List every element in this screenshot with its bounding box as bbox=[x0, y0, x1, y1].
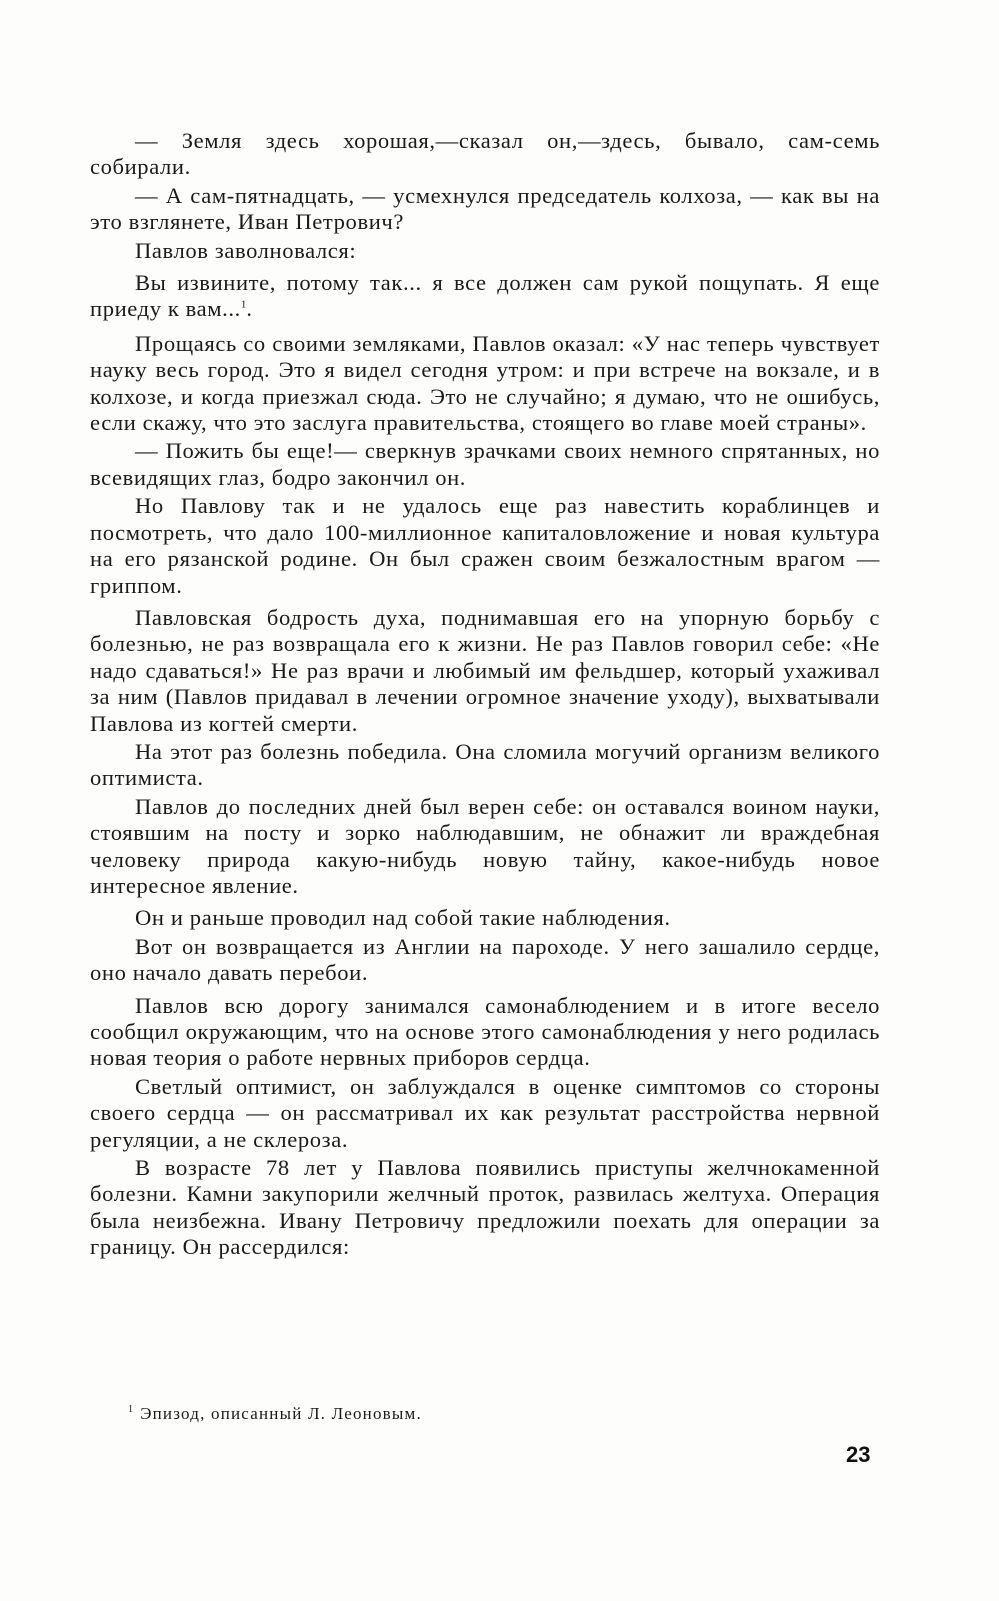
page-number: 23 bbox=[846, 1442, 871, 1467]
paragraph-15: В возрасте 78 лет у Павлова появились приступы желчнокаменной болезни. Камни закупорили желчный проток, развилась желтуха. Операция была неизбежна. Ивану Петровичу предложили поехать для операции за границу. Он рассердился: bbox=[90, 1155, 880, 1260]
paragraph-2: — А сам-пятнадцать, — усмехнулся председатель колхоза, — как вы на это взглянете, Иван Петрович? bbox=[90, 182, 880, 235]
paragraph-6: — Пожить бы еще!— сверкнув зрачками своих немного спрятанных, но всевидящих глаз, бодро закончил он. bbox=[90, 438, 880, 490]
paragraph-13: Павлов всю дорогу занимался самонаблюдением и в итоге весело сообщил окружающим, что на основе этого самонаблюдения у него родилась новая теория о работе нервных приборов сердца. bbox=[90, 992, 880, 1071]
paragraph-5: Прощаясь со своими земляками, Павлов оказал: «У нас теперь чувствует науку весь город. Это я видел сегодня утром: и при встрече на вокзале, и в колхозе, и когда приезжал сюда. Это не случайно; я думаю, что не ошибусь, если скажу, что это заслуга правительства, стоящего во главе моей страны». bbox=[90, 330, 880, 436]
footnote-marker: 1 bbox=[128, 1404, 135, 1416]
paragraph-11: Он и раньше проводил над собой такие наблюдения. bbox=[135, 905, 671, 931]
paragraph-8: Павловская бодрость духа, поднимавшая его на упорную борьбу с болезнью, не раз возвращала его к жизни. Не раз Павлов говорил себе: «Не надо сдаваться!» Не раз врачи и любимый им фельдшер, который ухаживал за ним (Павлов придавал в лечении огромное значение уходу), выхватывали Павлова из когтей смерти. bbox=[90, 604, 880, 736]
footnote-reference: 1 bbox=[240, 298, 247, 311]
paragraph-12: Вот он возвращается из Англии на пароходе. У него зашалило сердце, оно начало давать перебои. bbox=[90, 933, 880, 986]
paragraph-1: — Земля здесь хорошая,—сказал он,—здесь, бывало, сам-семь собирали. bbox=[90, 128, 880, 180]
footnote-text: Эпизод, описанный Л. Леоновым. bbox=[140, 1404, 422, 1423]
paragraph-3: Павлов заволновался: bbox=[135, 237, 357, 263]
paragraph-4: Вы извините, потому так... я все должен сам рукой пощупать. Я еще приеду к вам...$^1$. bbox=[90, 270, 880, 322]
paragraph-14: Светлый оптимист, он заблуждался в оценке симптомов со стороны своего сердца — он рассматривал их как результат расстройства нервной регуляции, а не склероза. bbox=[90, 1073, 880, 1152]
paragraph-4-text: Вы извините, потому так... я все должен сам рукой пощупать. Я еще приеду к вам... bbox=[90, 270, 880, 322]
main-text bbox=[90, 128, 880, 1263]
footnote bbox=[128, 1404, 422, 1424]
paragraph-10: Павлов до последних дней был верен себе: он оставался воином науки, стоявшим на посту и зорко наблюдавшим, не обнажит ли враждебная человеку природа какую-нибудь новую тайну, какое-нибудь новое интересное явление. bbox=[90, 793, 880, 898]
paragraph-9: На этот раз болезнь победила. Она сломила могучий организм великого оптимиста. bbox=[90, 738, 880, 791]
paragraph-7: Но Павлову так и не удалось еще раз навестить кораблинцев и посмотреть, что дало 100-миллионное капиталовложение и новая культура на его рязанской родине. Он был сражен своим безжалостным врагом — гриппом. bbox=[90, 493, 880, 598]
